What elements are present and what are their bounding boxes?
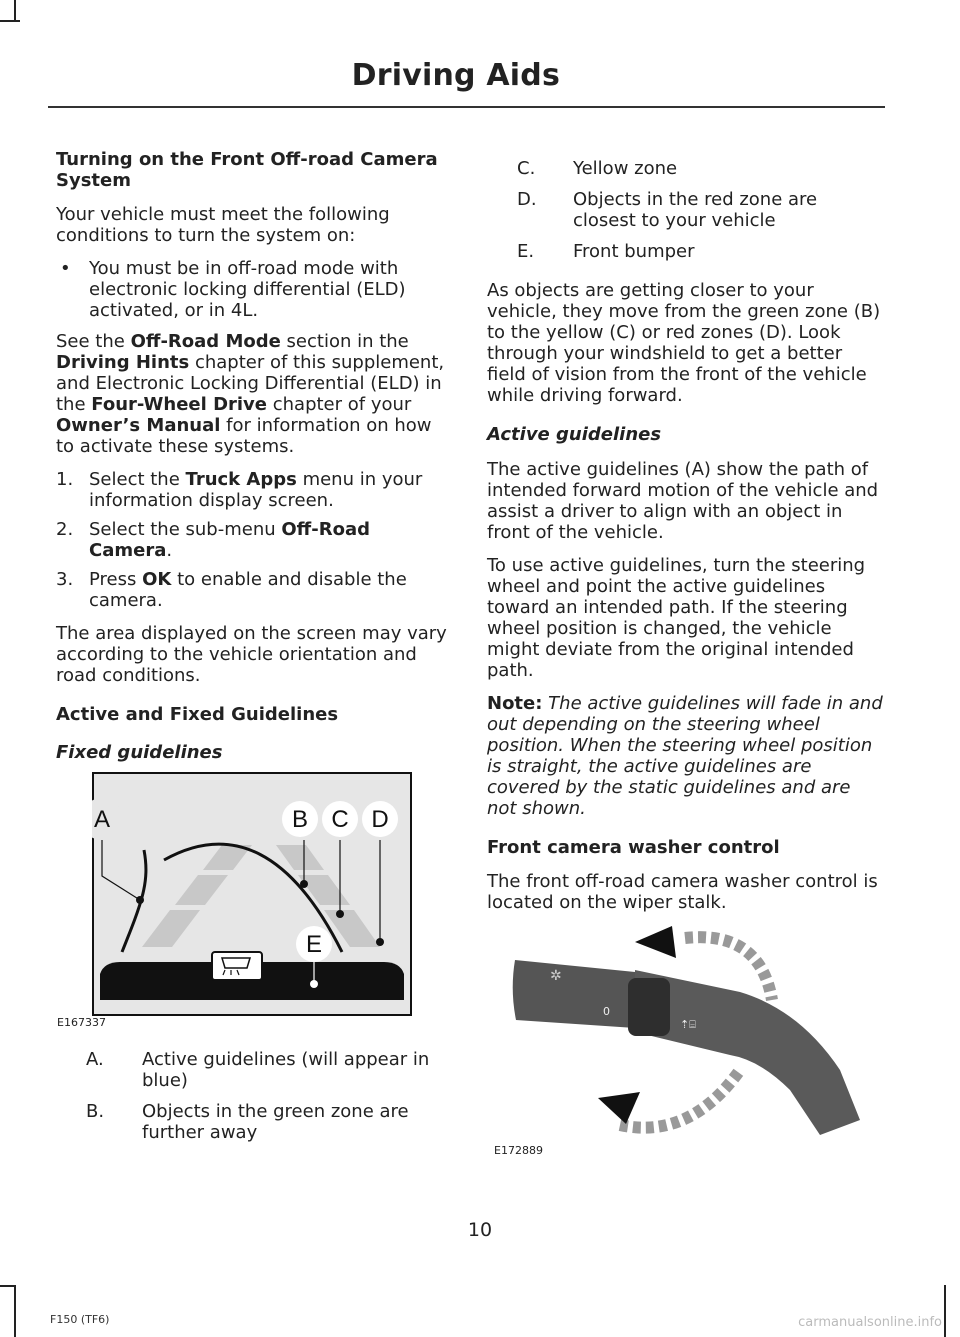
note-label: Note: [487,693,543,714]
text-run: Press [89,569,143,590]
rotation-arrow-down [620,1070,740,1128]
legend-item [487,241,883,262]
legend-key: E. [517,241,535,262]
section-heading: Turning on the Front Off-road Camera System [56,149,438,191]
leader-dot [376,938,384,946]
legend-item [487,158,883,179]
subsection-heading: Fixed guidelines [56,742,223,763]
legend-key: C. [517,158,536,179]
legend-key: D. [517,189,537,210]
wiper-stalk-figure [500,920,880,1150]
legend-text: Objects in the green zone are further away [142,1101,409,1143]
watermark: carmanualsonline.info [798,1315,942,1330]
camera-icon-box [212,952,262,980]
callout-c: C [331,806,349,833]
ring-marks: 0 [603,1005,610,1018]
legend-key: A. [86,1049,104,1070]
footer-model: F150 (TF6) [50,1313,110,1326]
bullet-item [56,258,448,321]
bold-reference: Truck Apps [185,469,297,490]
callout-a: A [93,806,111,833]
text-run: to enable and disable the camera. [89,569,407,611]
paragraph: Your vehicle must meet the following conditions to turn the system on: [56,204,390,246]
left-column [56,149,448,777]
wiper-icon: ✲ [550,968,562,984]
paragraph: The active guidelines (A) show the path of intended forward motion of the vehicle and assist a driver to align with an object in front of the vehicle. [487,459,879,543]
paragraph: As objects are getting closer to your vehicle, they move from the green zone (B) to the yellow (C) or red zones (D). Look through your windshield to get a better field of vision from the front of the vehicle while driving forward. [487,280,881,406]
bullet-text: You must be in off-road mode with electronic locking differential (ELD) activated, or in 4L. [89,258,406,321]
legend-text: Active guidelines (will appear in blue) [142,1049,430,1091]
leader-dot [136,896,144,904]
step-number: 3. [56,569,74,590]
step-number: 1. [56,469,74,490]
legend-item [487,189,883,231]
page-header-title: Driving Aids [351,58,560,93]
bold-reference: Off-Road Mode [130,331,281,352]
left-legend [56,1049,448,1153]
figure-id: E172889 [494,1144,543,1157]
text-run: . [166,540,173,561]
leader-dot [310,980,318,988]
section-heading: Front camera washer control [487,837,780,858]
callout-e: E [305,931,323,958]
crop-mark [14,1285,16,1337]
text-run: chapter of this supplement, and Electronic Locking Differential (ELD) in the [56,352,445,415]
note-paragraph [487,693,883,819]
crop-mark [944,1285,946,1337]
text-run: See the [56,331,131,352]
washer-ring[interactable] [628,978,670,1036]
arrow-head-up-icon [635,926,676,958]
leader-dot [336,910,344,918]
step-item [56,569,448,611]
header-rule [48,106,885,108]
see-paragraph [56,331,448,457]
camera-guidelines-figure [92,772,412,1016]
legend-item [56,1049,448,1091]
subsection-heading: Active guidelines [487,424,662,445]
text-run: chapter of your [267,394,412,415]
crop-mark [0,1285,14,1287]
text-run: Select the [89,469,186,490]
legend-item [56,1101,448,1143]
text-run: Select the sub-menu [89,519,282,540]
legend-text: Front bumper [573,241,695,262]
callout-b: B [291,806,309,833]
text-run: menu in your information display screen. [89,469,423,511]
arrow-head-down-icon [598,1092,640,1124]
bold-reference: Four-Wheel Drive [91,394,268,415]
paragraph: The area displayed on the screen may vary according to the vehicle orientation and road conditions. [56,623,447,686]
camera-washer-symbol: ⇡⌸ [680,1018,696,1031]
step-number: 2. [56,519,74,540]
legend-text: Objects in the red zone are closest to your vehicle [573,189,818,231]
text-run: section in the [280,331,409,352]
bold-reference: Owner’s Manual [56,415,221,436]
text-run: for information on how to activate these systems. [56,415,432,457]
step-item [56,519,448,561]
bold-reference: Off-Road Camera [89,519,370,561]
paragraph: The front off-road camera washer control is located on the wiper stalk. [487,871,878,913]
page-number: 10 [467,1219,493,1241]
callout-d: D [371,806,389,833]
crop-mark [14,0,16,20]
stalk-tip [513,960,635,1028]
crop-mark [0,20,20,22]
legend-text: Yellow zone [573,158,678,179]
step-item [56,469,448,511]
paragraph: To use active guidelines, turn the steering wheel and point the active guidelines toward an intended path. If the steering wheel position is changed, the vehicle might deviate from the original intended path. [487,555,866,681]
legend-key: B. [86,1101,105,1122]
bullet-icon: • [60,258,71,279]
section-heading: Active and Fixed Guidelines [56,704,339,725]
right-column [487,158,883,925]
bold-reference: OK [142,569,172,590]
leader-dot [300,880,308,888]
bold-reference: Driving Hints [56,352,190,373]
note-text: The active guidelines will fade in and out depending on the steering wheel position. When the steering wheel position is straight, the active guidelines are covered by the static guidelines and are not shown. [487,693,883,819]
figure-id: E167337 [57,1016,106,1029]
